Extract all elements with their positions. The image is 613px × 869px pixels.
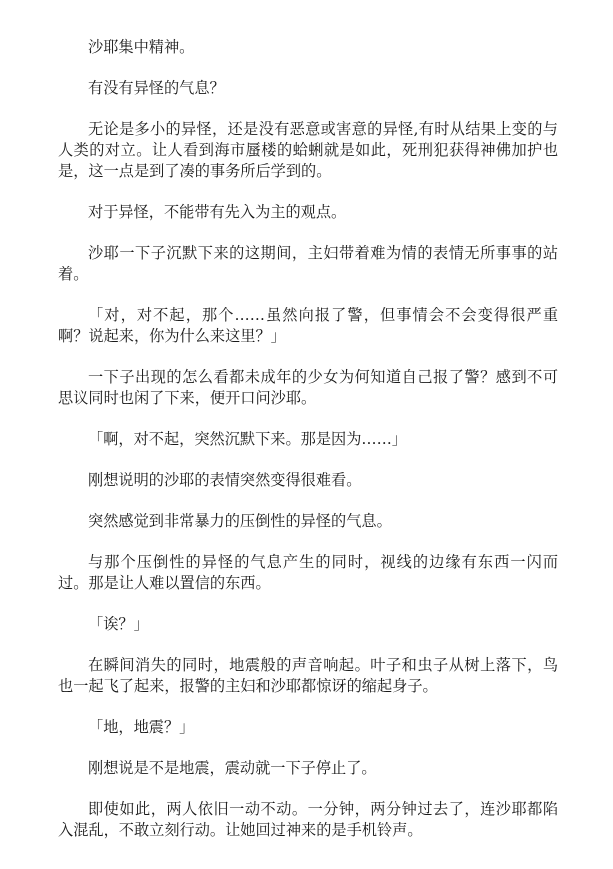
paragraph: 与那个压倒性的异怪的气息产生的同时，视线的边缘有东西一闪而过。那是让人难以置信的东西。: [58, 553, 558, 592]
paragraph: 无论是多小的异怪，还是没有恶意或害意的异怪,有时从结果上变的与人类的对立。让人看到海市蜃楼的蛤蜊就是如此，死刑犯获得神佛加护也是，这一点是到了凑的事务所后学到的。: [58, 120, 558, 180]
dialogue-paragraph: 「诶？」: [88, 615, 149, 633]
paragraph: 有没有异怪的气息？: [88, 79, 225, 97]
paragraph: 沙耶一下子沉默下来的这期间，主妇带着难为情的表情无所事事的站着。: [58, 244, 558, 283]
dialogue-paragraph: 「啊，对不起，突然沉默下来。那是因为……」: [88, 430, 407, 448]
dialogue-paragraph: 「对，对不起，那个……虽然向报了警，但事情会不会变得很严重啊？说起来，你为什么来这里？」: [58, 306, 558, 345]
paragraph: 对于异怪，不能带有先入为主的观点。: [88, 203, 347, 221]
paragraph: 突然感觉到非常暴力的压倒性的异怪的气息。: [88, 512, 392, 530]
paragraph: 在瞬间消失的同时，地震般的声音响起。叶子和虫子从树上落下，鸟也一起飞了起来，报警的主妇和沙耶都惊讶的缩起身子。: [58, 656, 558, 695]
dialogue-paragraph: 「地，地震？」: [88, 718, 195, 736]
paragraph: 刚想说是不是地震，震动就一下子停止了。: [88, 759, 377, 777]
paragraph: 一下子出现的怎么看都未成年的少女为何知道自己报了警？感到不可思议同时也闲了下来，便开口问沙耶。: [58, 368, 558, 407]
paragraph: 即使如此，两人依旧一动不动。一分钟，两分钟过去了，连沙耶都陷入混乱，不敢立刻行动。让她回过神来的是手机铃声。: [58, 800, 558, 839]
body-text: [58, 37, 558, 861]
paragraph: 刚想说明的沙耶的表情突然变得很难看。: [88, 471, 362, 489]
paragraph: 沙耶集中精神。: [88, 38, 195, 56]
